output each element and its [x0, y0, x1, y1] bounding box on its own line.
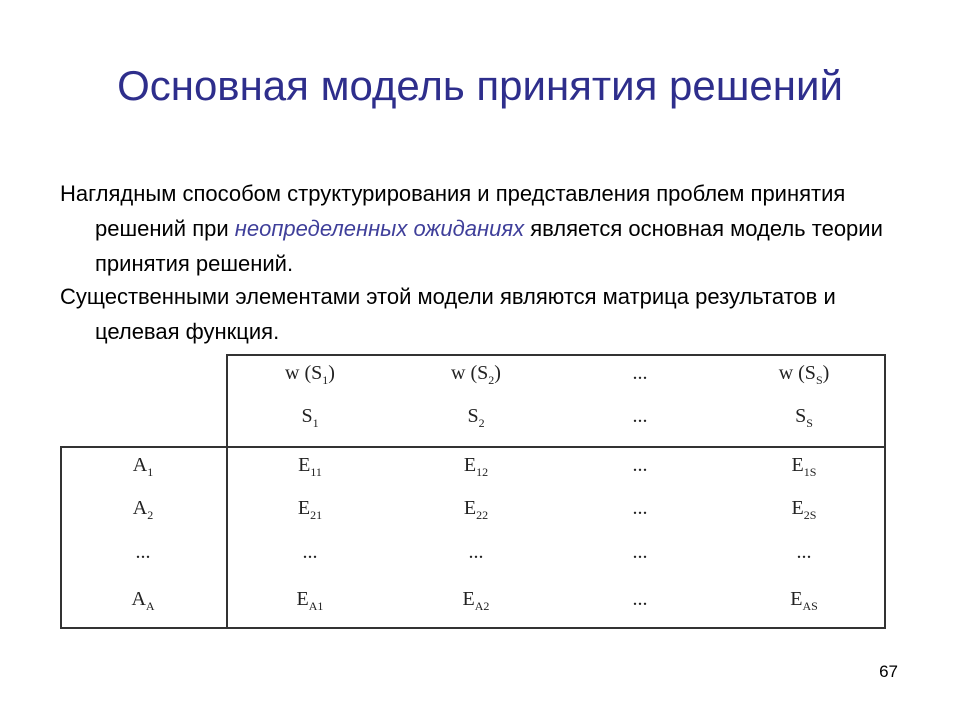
paragraph-intro-part1: Наглядным способом структурирования и представления проблем принятия решений при — [60, 181, 846, 241]
weight-cell-base: ... — [632, 362, 648, 384]
result-cell-base: E — [790, 588, 803, 610]
result-cell-base: E — [791, 497, 804, 519]
state-cell-base: ... — [632, 405, 648, 427]
weight-cell — [250, 362, 370, 388]
result-cell-base: ... — [632, 541, 648, 563]
alternative-label-base: A — [132, 497, 148, 519]
alternative-label — [83, 497, 203, 523]
matrix-left-border — [60, 446, 62, 629]
result-cell-base: E — [463, 454, 477, 476]
state-cell — [416, 405, 536, 431]
alternative-label-base: A — [132, 454, 148, 476]
result-cell-subscript: 12 — [476, 465, 489, 479]
paragraph-elements: Существенными элементами этой модели являются матрица результатов и целевая функция. — [60, 284, 836, 344]
result-cell-base: E — [463, 497, 477, 519]
alternative-label — [83, 588, 203, 614]
result-cell — [580, 454, 700, 477]
result-cell-subscript: A2 — [474, 599, 490, 613]
weight-cell-base: w (S — [451, 362, 489, 384]
result-cell — [744, 541, 864, 564]
weight-cell-subscript: 2 — [488, 373, 495, 387]
state-cell-base: S — [301, 405, 313, 427]
alternative-label-base: ... — [135, 541, 151, 563]
result-cell — [250, 454, 370, 480]
result-cell-base: E — [296, 588, 309, 610]
result-cell-base: E — [462, 588, 475, 610]
paragraph-intro-part2: является основная модель теории принятия решений. — [95, 216, 883, 276]
matrix-top-border — [226, 354, 886, 356]
result-cell-subscript: 11 — [310, 465, 322, 479]
result-cell — [580, 588, 700, 611]
alternative-label-base: A — [131, 588, 146, 610]
alternative-label-subscript: 2 — [147, 508, 154, 522]
result-cell-subscript: 1S — [803, 465, 817, 479]
result-cell-subscript: 21 — [310, 508, 323, 522]
weight-cell-base: w (S — [285, 362, 323, 384]
result-cell-base: E — [298, 454, 311, 476]
result-cell-base: ... — [302, 541, 318, 563]
state-cell — [250, 405, 370, 431]
result-cell-subscript: A1 — [308, 599, 324, 613]
state-cell-subscript: 2 — [478, 416, 485, 430]
alternative-label — [83, 454, 203, 480]
slide-title: Основная модель принятия решений — [117, 62, 843, 109]
matrix-right-border — [884, 354, 886, 629]
result-cell-subscript: AS — [802, 599, 818, 613]
weight-cell-end: ) — [822, 362, 830, 384]
result-cell-base: E — [791, 454, 804, 476]
alternative-label — [83, 541, 203, 564]
result-cell-base: ... — [632, 588, 648, 610]
state-cell-subscript: 1 — [312, 416, 319, 430]
result-cell — [416, 497, 536, 523]
weight-cell-base: w (S — [778, 362, 816, 384]
result-cell-base: ... — [632, 497, 648, 519]
matrix-bottom-border — [60, 627, 886, 629]
result-cell-base: ... — [632, 454, 648, 476]
weight-cell — [580, 362, 700, 385]
matrix-label-divider — [226, 354, 228, 629]
state-cell — [744, 405, 864, 431]
result-cell — [744, 588, 864, 614]
result-cell-base: ... — [468, 541, 484, 563]
weight-cell-end: ) — [494, 362, 501, 384]
result-cell — [416, 454, 536, 480]
result-cell — [250, 497, 370, 523]
result-cell-base: E — [297, 497, 311, 519]
weight-cell-end: ) — [328, 362, 335, 384]
result-cell-base: ... — [796, 541, 812, 563]
weight-cell — [416, 362, 536, 388]
result-cell — [250, 541, 370, 564]
state-cell-base: S — [795, 405, 807, 427]
result-cell — [416, 541, 536, 564]
weight-cell-subscript: 1 — [322, 373, 329, 387]
result-cell — [580, 541, 700, 564]
result-cell — [416, 588, 536, 614]
result-cell-subscript: 2S — [803, 508, 817, 522]
weight-cell-subscript: S — [815, 373, 823, 387]
result-cell — [580, 497, 700, 520]
result-cell — [744, 454, 864, 480]
state-cell-base: S — [467, 405, 479, 427]
result-cell — [744, 497, 864, 523]
page-number: 67 — [879, 662, 898, 681]
alternative-label-subscript: A — [145, 599, 155, 613]
paragraph-intro-emphasis: неопределенных ожиданиях — [234, 216, 525, 241]
result-cell-subscript: 22 — [476, 508, 489, 522]
state-cell-subscript: S — [806, 416, 813, 430]
matrix-header-divider — [60, 446, 886, 448]
result-cell — [250, 588, 370, 614]
weight-cell — [744, 362, 864, 388]
alternative-label-subscript: 1 — [147, 465, 154, 479]
state-cell — [580, 405, 700, 428]
